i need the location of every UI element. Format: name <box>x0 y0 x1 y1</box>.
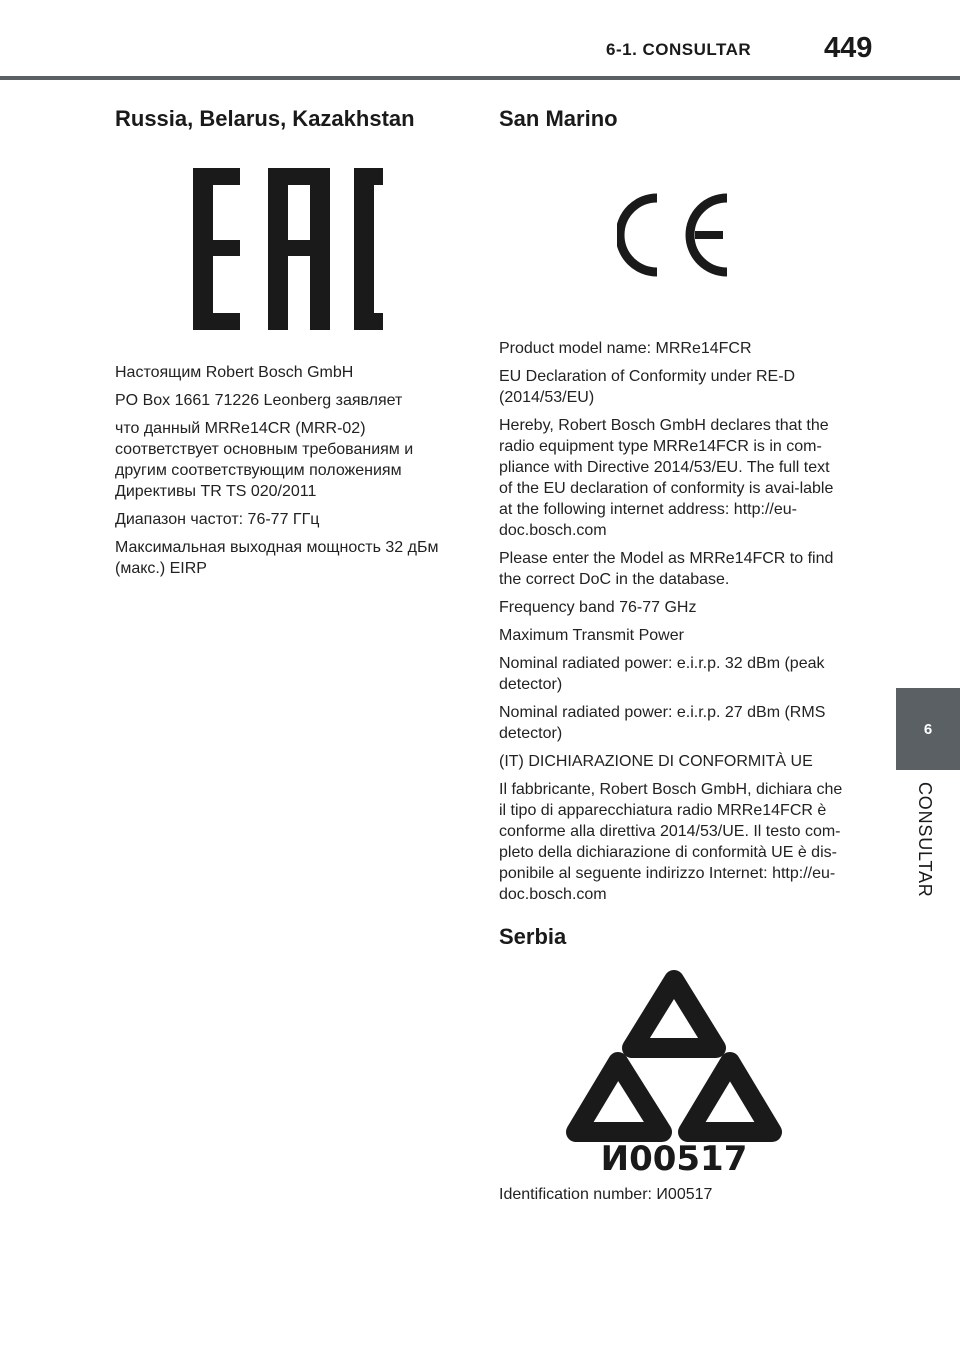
page-number: 449 <box>824 32 873 64</box>
paragraph: Максимальная выходная мощность 32 дБм (макс.) EIRP <box>115 539 439 577</box>
page-header <box>0 0 960 80</box>
paragraph: Identification number: И00517 <box>499 1186 713 1203</box>
ce-mark-icon <box>617 192 737 283</box>
paragraph: Please enter the Model as MRRe14FCR to find the correct DoC in the database. <box>499 550 834 588</box>
serbia-mark-code: И00517 <box>600 1139 748 1176</box>
serbia-conformity-mark-icon <box>566 970 782 1181</box>
paragraph: Maximum Transmit Power <box>499 627 684 644</box>
paragraph: (IT) DICHIARAZIONE DI CONFORMITÀ UE <box>499 753 813 770</box>
russia-text <box>115 362 445 586</box>
paragraph: PO Box 1661 71226 Leonberg заявляет <box>115 392 403 409</box>
heading-russia: Russia, Belarus, Kazakhstan <box>115 106 415 131</box>
heading-serbia: Serbia <box>499 924 567 949</box>
san-marino-text <box>499 338 844 912</box>
paragraph: Диапазон частот: 76-77 ГГц <box>115 511 320 528</box>
paragraph: что данный MRRe14CR (MRR-02) соответствует основным требованиям и другим соответствующим положениям Директивы TR TS 020/2011 <box>115 420 414 500</box>
paragraph: Frequency band 76-77 GHz <box>499 599 697 616</box>
paragraph: Настоящим Robert Bosch GmbH <box>115 364 354 381</box>
paragraph: Nominal radiated power: e.i.r.p. 32 dBm (peak detector) <box>499 655 825 693</box>
heading-san-marino: San Marino <box>499 106 618 131</box>
paragraph: Hereby, Robert Bosch GmbH declares that the radio equipment type MRRe14FCR is in com-pliance with Directive 2014/53/EU. The full text of the EU declaration of conformity is avai-lable at the following internet address: http://eu-doc.bosch.com <box>499 417 834 539</box>
section-title: 6-1. CONSULTAR <box>606 40 752 59</box>
chapter-tab[interactable]: 6 <box>896 688 960 770</box>
header-rule <box>0 76 960 80</box>
paragraph: Nominal radiated power: e.i.r.p. 27 dBm (RMS detector) <box>499 704 826 742</box>
serbia-text <box>499 1184 844 1212</box>
paragraph: Product model name: MRRe14FCR <box>499 340 752 357</box>
chapter-label: CONSULTAR <box>915 782 935 898</box>
paragraph: EU Declaration of Conformity under RE-D (2014/53/EU) <box>499 368 796 406</box>
paragraph: Il fabbricante, Robert Bosch GmbH, dichiara che il tipo di apparecchiatura radio MRRe14FCR è conforme alla direttiva 2014/53/UE. Il testo com-pleto della dichiarazione di conformità UE è dis-ponibile al seguente indirizzo Internet: http://eu-doc.bosch.com <box>499 781 843 903</box>
eac-mark-icon <box>193 160 383 337</box>
